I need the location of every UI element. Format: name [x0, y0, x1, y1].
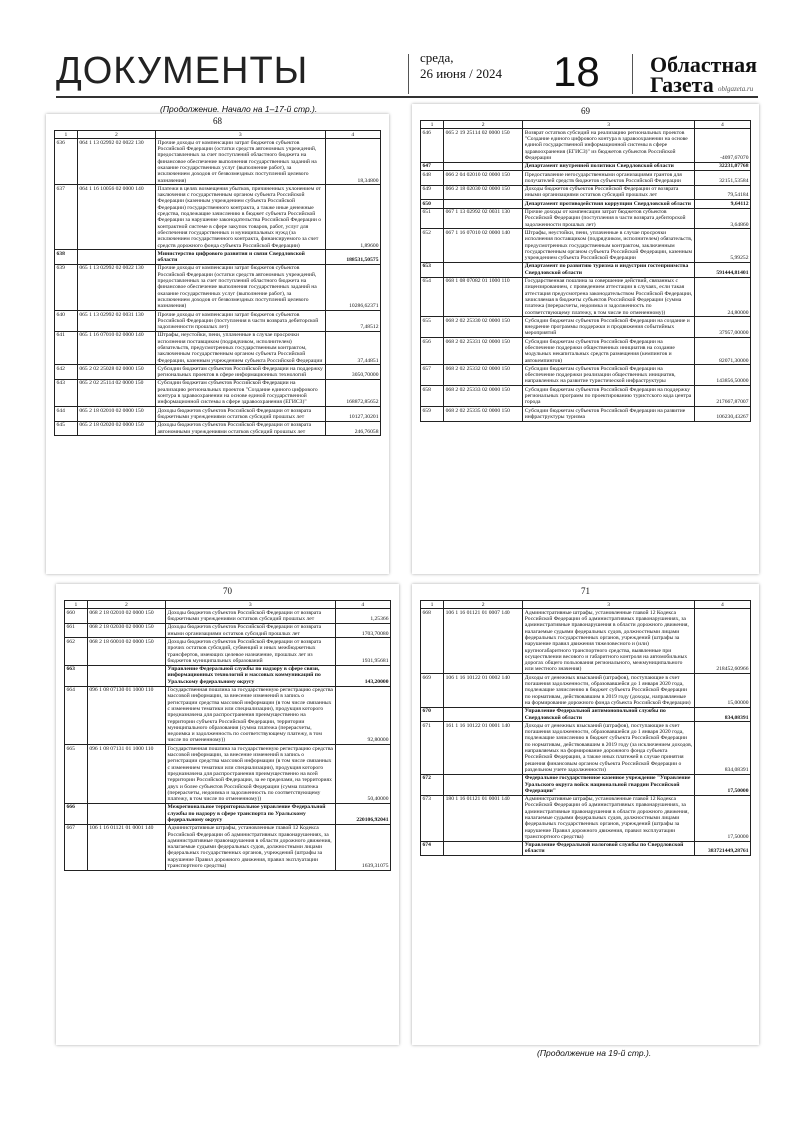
- header-rule: [56, 96, 758, 98]
- publication-name: Газета: [650, 72, 714, 97]
- row-number: 646: [421, 129, 444, 162]
- row-number: 637: [55, 185, 78, 250]
- table-row: [55, 264, 381, 310]
- row-number: 669: [421, 674, 444, 707]
- row-number: 650: [421, 200, 444, 208]
- description: Прочие доходы от компенсации затрат бюджетов субъектов Российской Федерации (поступления в части возврата дебиторской задолженности прошлых лет): [156, 311, 326, 332]
- budget-code: 068 2 02 25331 02 0000 150: [444, 338, 523, 365]
- table-row: [65, 745, 391, 804]
- budget-code: [444, 162, 523, 170]
- description: Департамент внутренней политики Свердловской области: [523, 162, 695, 170]
- column-header: 1: [421, 601, 444, 609]
- header-divider: [408, 54, 409, 94]
- amount: 15,00000: [694, 674, 750, 707]
- amount: 383721449,28761: [694, 841, 750, 856]
- amount: 17,50000: [694, 774, 750, 795]
- description: Платежи в целях возмещения убытков, причиненных уклонением от заключения с государственным органом субъекта Российской Федерации (казенным учреждением субъекта Российской Федерации) государственного контракта, а также иные денежные средства, подлежащие зачислению в бюджет субъекта Российской Федерации за нарушение законодательства Российской Федерации о контрактной системе в сфере закупок товаров, работ, услуг для обеспечения государственных и муниципальных нужд (за исключением государственного контракта, финансируемого за счет средств дорожного фонда субъекта Российской Федерации): [156, 185, 326, 250]
- budget-code: 065 2 18 02020 02 0000 150: [77, 421, 155, 436]
- amount: 9,64112: [694, 200, 750, 208]
- table-row: [421, 386, 751, 407]
- row-number: 652: [421, 229, 444, 262]
- budget-code: 161 1 16 10122 01 0001 140: [444, 722, 523, 774]
- table-row: [55, 407, 381, 422]
- row-number: 651: [421, 208, 444, 229]
- table-row: [65, 665, 391, 686]
- description: Штрафы, неустойки, пени, уплаченные в случае просрочки исполнения поставщиком (подрядчиком, исполнителем) обязательств, предусмотренных государственным контрактом, заключенным государственным органом субъекта Российской Федерации, казенным учреждением субъекта Российской Федерации: [523, 229, 695, 262]
- table-row: [421, 229, 751, 262]
- amount: 217667,87007: [694, 386, 750, 407]
- row-number: 659: [421, 407, 444, 422]
- row-number: 648: [421, 171, 444, 186]
- table-row: [421, 609, 751, 674]
- amount: 106230,43267: [694, 407, 750, 422]
- row-number: 655: [421, 317, 444, 338]
- description: Доходы бюджетов субъектов Российской Федерации от возврата иными организациями остатков субсидий прошлых лет: [523, 185, 695, 200]
- table-row: [65, 638, 391, 665]
- description: Прочие доходы от компенсации затрат бюджетов субъектов Российской Федерации (остатки средств автономных учреждений, предоставленных за счет поступлений областного бюджета на финансовое обеспечение выполнения государственных заданий на оказание государственных услуг (выполнение работ), за исключением доходов от безвозмездных поступлений целевого назначения): [156, 264, 326, 310]
- budget-code: 106 1 16 10122 01 0002 140: [444, 674, 523, 707]
- row-number: 654: [421, 277, 444, 317]
- table-row: [65, 803, 391, 824]
- description: Управление Федеральной службы по надзору в сфере связи, информационных технологий и массовых коммуникаций по Уральскому федеральному округу: [166, 665, 336, 686]
- table-row: [55, 250, 381, 265]
- table-header-row: [421, 121, 751, 129]
- table-row: [421, 208, 751, 229]
- row-number: 645: [55, 421, 78, 436]
- budget-code: 068 2 02 25332 02 0000 150: [444, 365, 523, 386]
- row-number: 647: [421, 162, 444, 170]
- amount: -4097,67070: [694, 129, 750, 162]
- column-header: 3: [156, 131, 326, 139]
- budget-code: 096 1 08 07131 01 1000 110: [87, 745, 165, 804]
- table-row: [421, 262, 751, 277]
- description: Доходы от денежных взысканий (штрафов), поступающие в счет погашения задолженности, образовавшейся до 1 января 2020 года, подлежащие зачислению в бюджет субъекта Российской Федерации по нормативам, действовавшим в 2019 году (доходы, направляемые на формирование дорожного фонда субъекта Российской Федерации): [523, 674, 695, 707]
- table-row: [421, 200, 751, 208]
- description: Доходы бюджетов субъектов Российской Федерации от возврата прочих остатков субсидий, субвенций и иных межбюджетных трансфертов, имеющих целевое назначение, прошлых лет из бюджетов муниципальных образований: [166, 638, 336, 665]
- table-header-row: [421, 601, 751, 609]
- document-panel: [46, 114, 389, 574]
- row-number: 644: [55, 407, 78, 422]
- description: Государственная пошлина за государственную регистрацию средства массовой информации, за внесение изменений в запись о регистрации средства массовой информации (в том числе связанных с изменением тематики или специализации), продукция которого предназначена для распространения преимущественно на всей территории Российской Федерации, за ее пределами, на территориях двух и более субъектов Российской Федерации (сумма платежа (перерасчеты, недоимка и задолженность по соответствующему платежу, в том числе по отмененному)): [166, 745, 336, 804]
- row-number: 670: [421, 707, 444, 722]
- budget-code: 065 2 02 25114 02 0000 150: [77, 379, 155, 406]
- description: Управление Федеральной антимонопольной службы по Свердловской области: [523, 707, 695, 722]
- amount: 5,99252: [694, 229, 750, 262]
- budget-code: 068 2 02 25330 02 0000 150: [444, 317, 523, 338]
- amount: 24,80000: [694, 277, 750, 317]
- amount: 37957,00000: [694, 317, 750, 338]
- budget-code: 068 2 02 25335 02 0000 150: [444, 407, 523, 422]
- description: Федеральное государственное казенное учреждение "Управление Уральского округа войск национальной гвардии Российской Федерации": [523, 774, 695, 795]
- table-row: [421, 317, 751, 338]
- table-row: [421, 277, 751, 317]
- row-number: 653: [421, 262, 444, 277]
- description: Субсидии бюджетам субъектов Российской Федерации на развитие инфраструктуры туризма: [523, 407, 695, 422]
- revenue-table: [420, 600, 751, 856]
- amount: 17,50000: [694, 795, 750, 841]
- description: Межрегиональное территориальное управление Федеральной службы по надзору в сфере транспорта по Уральскому федеральному округу: [166, 803, 336, 824]
- row-number: 643: [55, 379, 78, 406]
- amount: 10127,30201: [325, 407, 380, 422]
- description: Государственная пошлина за государственную регистрацию средства массовой информации, за внесение изменений в запись о регистрации средства массовой информации (в том числе связанных с изменением тематики или специализации), продукция которого предназначена для распространения преимущественно на территории субъекта Российской Федерации, территории муниципального образования (сумма платежа (перерасчеты, недоимка и задолженность по соответствующему платежу, в том числе по отмененному)): [166, 686, 336, 745]
- table-row: [421, 722, 751, 774]
- table-row: [55, 311, 381, 332]
- revenue-table: [64, 600, 391, 871]
- description: Штрафы, неустойки, пени, уплаченные в случае просрочки исполнения поставщиком (подрядчиком, исполнителем) обязательств, предусмотренных государственным контрактом, заключенным государственным органом субъекта Российской Федерации, казенным учреждением субъекта Российской Федерации: [156, 331, 326, 364]
- amount: 32231,07768: [694, 162, 750, 170]
- budget-code: [77, 250, 155, 265]
- row-number: 668: [421, 609, 444, 674]
- amount: 3,64860: [694, 208, 750, 229]
- column-header: 4: [335, 601, 390, 609]
- column-header: 1: [65, 601, 88, 609]
- row-number: 658: [421, 386, 444, 407]
- budget-code: 066 2 18 02030 02 0000 150: [444, 185, 523, 200]
- description: Министерство цифрового развития и связи Свердловской области: [156, 250, 326, 265]
- budget-code: 064 1 13 02992 02 0022 130: [77, 139, 155, 185]
- row-number: 673: [421, 795, 444, 841]
- table-header-row: [55, 131, 381, 139]
- column-header: 1: [55, 131, 78, 139]
- description: Доходы бюджетов субъектов Российской Федерации от возврата бюджетными учреждениями остатков субсидий прошлых лет: [156, 407, 326, 422]
- column-header: 4: [694, 601, 750, 609]
- amount: 37,44851: [325, 331, 380, 364]
- budget-code: 106 1 16 01121 01 0001 140: [87, 824, 165, 870]
- amount: 10286,62371: [325, 264, 380, 310]
- description: Прочие доходы от компенсации затрат бюджетов субъектов Российской Федерации (поступления в части возврата дебиторской задолженности прошлых лет): [523, 208, 695, 229]
- table-row: [55, 379, 381, 406]
- description: Субсидии бюджетам субъектов Российской Федерации на реализацию региональных проектов "Создание единого цифрового контура в здравоохранении на основе единой государственной информационной системы в сфере здравоохранения (ЕГИСЗ)": [156, 379, 326, 406]
- amount: 1,25366: [335, 609, 390, 624]
- description: Доходы бюджетов субъектов Российской Федерации от возврата иными организациями остатков субсидий прошлых лет: [166, 623, 336, 638]
- table-row: [55, 185, 381, 250]
- budget-code: [444, 262, 523, 277]
- table-row: [421, 707, 751, 722]
- amount: 220106,92041: [335, 803, 390, 824]
- budget-code: [444, 774, 523, 795]
- budget-code: 066 2 04 02010 02 0000 150: [444, 171, 523, 186]
- budget-code: 065 1 13 02992 02 0022 130: [77, 264, 155, 310]
- document-page-number: 70: [223, 586, 232, 596]
- description: Субсидии бюджетам субъектов Российской Федерации на поддержку региональных проектов в сфере информационных технологий: [156, 365, 326, 380]
- budget-code: 067 1 16 07010 02 0000 140: [444, 229, 523, 262]
- budget-code: 106 1 16 01121 01 0007 140: [444, 609, 523, 674]
- description: Доходы бюджетов субъектов Российской Федерации от возврата автономными учреждениями остатков субсидий прошлых лет: [156, 421, 326, 436]
- revenue-table: [420, 120, 751, 422]
- amount: 92,80000: [335, 686, 390, 745]
- amount: 3050,70000: [325, 365, 380, 380]
- column-header: 2: [444, 601, 523, 609]
- row-number: 672: [421, 774, 444, 795]
- table-row: [421, 338, 751, 365]
- table-row: [421, 185, 751, 200]
- row-number: 671: [421, 722, 444, 774]
- row-number: 642: [55, 365, 78, 380]
- description: Прочие доходы от компенсации затрат бюджетов субъектов Российской Федерации (остатки средств автономных учреждений, предоставленных за счет поступлений областного бюджета на финансовое обеспечение выполнения государственных заданий на оказание государственных услуг (выполнение работ), за исключением доходов от безвозмездных поступлений целевого назначения): [156, 139, 326, 185]
- description: Административные штрафы, установленные главой 12 Кодекса Российской Федерации об административных правонарушениях, за административные правонарушения в области дорожного движения, налагаемые судьями федеральных судов, должностными лицами федеральных государственных органов, учреждений (штрафы за нарушение Правил дорожного движения, правил эксплуатации транспортного средства): [166, 824, 336, 870]
- row-number: 665: [65, 745, 88, 804]
- continuation-note: (Продолжение на 19-й стр.).: [537, 1048, 652, 1058]
- budget-code: 068 2 02 25333 02 0000 150: [444, 386, 523, 407]
- budget-code: 065 2 02 25028 02 0000 150: [77, 365, 155, 380]
- table-row: [65, 824, 391, 870]
- budget-code: 065 2 19 25114 02 0000 150: [444, 129, 523, 162]
- header-divider: [632, 54, 633, 94]
- row-number: 662: [65, 638, 88, 665]
- revenue-table: [54, 130, 381, 436]
- page-header: [0, 0, 800, 100]
- budget-code: [444, 707, 523, 722]
- budget-code: 180 1 16 01121 01 0001 140: [444, 795, 523, 841]
- issue-weekday: среда,: [420, 50, 454, 65]
- row-number: 649: [421, 185, 444, 200]
- issue-date: 26 июня / 2024: [420, 66, 502, 81]
- row-number: 657: [421, 365, 444, 386]
- description: Административные штрафы, установленные главой 12 Кодекса Российской Федерации об административных правонарушениях, за административные правонарушения в области дорожного движения, налагаемые судьями федеральных судов, должностными лицами федеральных государственных органов, учреждений (штрафы за нарушение Правил дорожного движения, правил эксплуатации транспортного средства): [523, 795, 695, 841]
- description: Возврат остатков субсидий на реализацию региональных проектов "Создание единого цифрового контура в здравоохранении на основе единой государственной информационной системы в сфере здравоохранения (ЕГИСЗ)" из бюджетов субъектов Российской Федерации: [523, 129, 695, 162]
- amount: 188531,50575: [325, 250, 380, 265]
- amount: 218452,60966: [694, 609, 750, 674]
- budget-code: 068 2 18 60010 02 0000 150: [87, 638, 165, 665]
- row-number: 674: [421, 841, 444, 856]
- amount: 1,89600: [325, 185, 380, 250]
- continuation-note: (Продолжение. Начало на 1–17-й стр.).: [160, 104, 318, 114]
- description: Государственная пошлина за совершение действий, связанных с лицензированием, с проведением аттестации в случаях, если такая аттестация предусмотрена законодательством Российской Федерации, зачисляемая в бюджеты субъектов Российской Федерации (сумма платежа (перерасчеты, недоимка и задолженность по соответствующему платежу, в том числе по отмененному)): [523, 277, 695, 317]
- budget-code: [87, 803, 165, 824]
- description: Субсидии бюджетам субъектов Российской Федерации на обеспечение поддержки реализации общественных инициатив, направленных на развитие туристической инфраструктуры: [523, 365, 695, 386]
- amount: 7,48512: [325, 311, 380, 332]
- amount: 168872,85652: [325, 379, 380, 406]
- table-row: [421, 171, 751, 186]
- document-page-number: 71: [581, 586, 590, 596]
- column-header: 2: [77, 131, 155, 139]
- table-row: [421, 674, 751, 707]
- budget-code: 064 1 16 10056 02 0000 140: [77, 185, 155, 250]
- description: Управление Федеральной налоговой службы по Свердловской области: [523, 841, 695, 856]
- budget-code: [444, 841, 523, 856]
- table-row: [55, 421, 381, 436]
- table-row: [421, 407, 751, 422]
- row-number: 656: [421, 338, 444, 365]
- row-number: 664: [65, 686, 88, 745]
- description: Субсидии бюджетам субъектов Российской Федерации на поддержку региональных программ по проектированию туристского кода центра города: [523, 386, 695, 407]
- row-number: 636: [55, 139, 78, 185]
- document-panel: [56, 584, 399, 1045]
- table-row: [55, 331, 381, 364]
- table-row: [421, 365, 751, 386]
- amount: 143,20000: [335, 665, 390, 686]
- amount: 591444,81401: [694, 262, 750, 277]
- row-number: 666: [65, 803, 88, 824]
- budget-code: 068 2 18 02030 02 0000 150: [87, 623, 165, 638]
- description: Административные штрафы, установленные главой 12 Кодекса Российской Федерации об административных правонарушениях, за административные правонарушения в области дорожного движения, налагаемые судьями федеральных судов, должностными лицами федеральных государственных органов, учреждений (штрафы за нарушение правил движения тяжеловесного и (или) крупногабаритного транспортного средства, выявленные при осуществлении весового и габаритного контроля на автомобильных дорогах общего пользования регионального, межмуниципального или местного значения): [523, 609, 695, 674]
- table-row: [421, 795, 751, 841]
- column-header: 3: [166, 601, 336, 609]
- column-header: 2: [444, 121, 523, 129]
- amount: 143856,50000: [694, 365, 750, 386]
- publication-site: oblgazeta.ru: [718, 85, 754, 93]
- budget-code: 067 1 13 02992 02 0031 130: [444, 208, 523, 229]
- amount: 32151,53584: [694, 171, 750, 186]
- budget-code: 068 2 18 02010 02 0000 150: [87, 609, 165, 624]
- column-header: 4: [694, 121, 750, 129]
- column-header: 1: [421, 121, 444, 129]
- table-row: [421, 774, 751, 795]
- amount: 1931,95681: [335, 638, 390, 665]
- table-header-row: [65, 601, 391, 609]
- table-row: [421, 162, 751, 170]
- description: Доходы от денежных взысканий (штрафов), поступающие в счет погашения задолженности, образовавшейся до 1 января 2020 года, подлежащие зачислению в бюджет субъекта Российской Федерации по нормативам, действовавшим в 2019 году (за исключением доходов, направляемых на формирование дорожного фонда субъекта Российской Федерации, а также иных платежей в случае принятия решения финансовым органом субъекта Российской Федерации о раздельном учете задолженности): [523, 722, 695, 774]
- section-title: ДОКУМЕНТЫ: [56, 50, 309, 92]
- row-number: 638: [55, 250, 78, 265]
- row-number: 667: [65, 824, 88, 870]
- amount: 1639,31075: [335, 824, 390, 870]
- amount: 834,08391: [694, 707, 750, 722]
- row-number: 641: [55, 331, 78, 364]
- document-page-number: 69: [581, 106, 590, 116]
- document-panel: [412, 104, 759, 574]
- table-row: [65, 609, 391, 624]
- column-header: 3: [523, 601, 695, 609]
- table-row: [421, 841, 751, 856]
- amount: 50,40000: [335, 745, 390, 804]
- table-row: [65, 686, 391, 745]
- table-row: [55, 139, 381, 185]
- amount: 79,54184: [694, 185, 750, 200]
- amount: 246,76058: [325, 421, 380, 436]
- table-row: [421, 129, 751, 162]
- table-row: [65, 623, 391, 638]
- column-header: 2: [87, 601, 165, 609]
- description: Субсидии бюджетам субъектов Российской Федерации на обеспечение поддержки общественных инициатив на создание модульных некапитальных средств размещения (кемпингов и автокемпингов): [523, 338, 695, 365]
- column-header: 3: [523, 121, 695, 129]
- document-panel: [412, 584, 759, 1045]
- table-row: [55, 365, 381, 380]
- description: Департамент противодействия коррупции Свердловской области: [523, 200, 695, 208]
- column-header: 4: [325, 131, 380, 139]
- budget-code: 065 1 16 07010 02 0000 140: [77, 331, 155, 364]
- row-number: 660: [65, 609, 88, 624]
- row-number: 663: [65, 665, 88, 686]
- budget-code: 065 1 13 02992 02 0031 130: [77, 311, 155, 332]
- amount: 82071,30000: [694, 338, 750, 365]
- budget-code: [444, 200, 523, 208]
- row-number: 640: [55, 311, 78, 332]
- publication-name: Областная: [650, 52, 758, 77]
- description: Доходы бюджетов субъектов Российской Федерации от возврата бюджетными учреждениями остатков субсидий прошлых лет: [166, 609, 336, 624]
- page-number: 18: [553, 48, 600, 95]
- amount: 834,08391: [694, 722, 750, 774]
- description: Департамент по развитию туризма и индустрии гостеприимства Свердловской области: [523, 262, 695, 277]
- amount: 18,34800: [325, 139, 380, 185]
- description: Субсидии бюджетам субъектов Российской Федерации на создание и внедрение программы поддержки и продвижения событийных мероприятий: [523, 317, 695, 338]
- document-page-number: 68: [213, 116, 222, 126]
- budget-code: 065 2 18 02010 02 0000 150: [77, 407, 155, 422]
- budget-code: [87, 665, 165, 686]
- amount: 1703,70080: [335, 623, 390, 638]
- budget-code: 068 1 08 07082 01 1000 110: [444, 277, 523, 317]
- description: Предоставление негосударственными организациями грантов для получателей средств бюджетов субъектов Российской Федерации: [523, 171, 695, 186]
- row-number: 661: [65, 623, 88, 638]
- budget-code: 096 1 08 07130 01 1000 110: [87, 686, 165, 745]
- row-number: 639: [55, 264, 78, 310]
